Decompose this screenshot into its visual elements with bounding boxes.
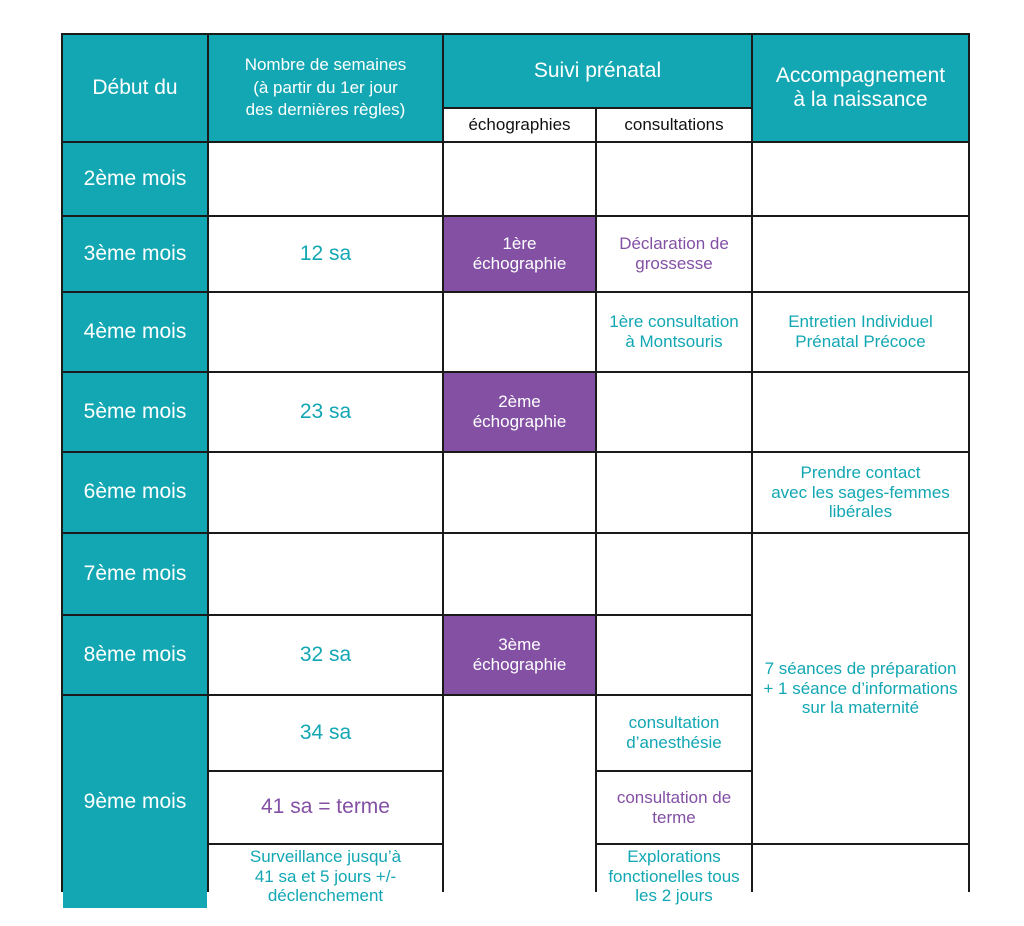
month-label: 3ème mois xyxy=(63,217,207,291)
consult-cell-explorations: Explorations fonctionelles tous les 2 jours xyxy=(597,845,751,908)
accomp-cell: Entretien Individuel Prénatal Précoce xyxy=(753,293,968,371)
accomp-cell xyxy=(753,217,968,291)
month-label: 2ème mois xyxy=(63,143,207,215)
weeks-cell xyxy=(209,143,442,215)
accomp-cell xyxy=(753,373,968,451)
consult-cell-anesthesie: consultation d’anesthésie xyxy=(597,696,751,770)
header-debut-du: Début du xyxy=(63,35,207,141)
echo-cell xyxy=(444,696,595,908)
echo-cell xyxy=(444,293,595,371)
accomp-cell xyxy=(753,845,968,908)
consult-cell xyxy=(597,534,751,614)
weeks-cell-term: 41 sa = terme xyxy=(209,772,442,843)
consult-cell xyxy=(597,453,751,532)
echo-cell xyxy=(444,453,595,532)
echo-cell xyxy=(444,534,595,614)
consult-cell-terme: consultation de terme xyxy=(597,772,751,843)
preparation-cell: 7 séances de préparation + 1 séance d’informations sur la maternité xyxy=(753,534,968,843)
prenatal-schedule-table xyxy=(61,33,970,906)
month-label: 9ème mois xyxy=(63,696,207,908)
accomp-cell xyxy=(753,143,968,215)
accomp-cell: Prendre contact avec les sages-femmes libérales xyxy=(753,453,968,532)
month-label: 5ème mois xyxy=(63,373,207,451)
weeks-cell xyxy=(209,534,442,614)
echo-cell-highlight: 2ème échographie xyxy=(444,373,595,451)
weeks-cell xyxy=(209,453,442,532)
month-label: 6ème mois xyxy=(63,453,207,532)
header-echographies: échographies xyxy=(444,109,595,141)
header-accompagnement: Accompagnement à la naissance xyxy=(753,35,968,141)
weeks-cell: 12 sa xyxy=(209,217,442,291)
weeks-cell: 34 sa xyxy=(209,696,442,770)
echo-cell-highlight: 3ème échographie xyxy=(444,616,595,694)
echo-cell xyxy=(444,143,595,215)
weeks-cell-surveillance: Surveillance jusqu’à 41 sa et 5 jours +/- déclenchement xyxy=(209,845,442,908)
echo-cell-highlight: 1ère échographie xyxy=(444,217,595,291)
weeks-cell xyxy=(209,293,442,371)
header-nombre-semaines: Nombre de semaines (à partir du 1er jour des dernières règles) xyxy=(209,35,442,141)
header-suivi-prenatal: Suivi prénatal xyxy=(444,35,751,107)
consult-cell: 1ère consultation à Montsouris xyxy=(597,293,751,371)
consult-cell xyxy=(597,143,751,215)
month-label: 7ème mois xyxy=(63,534,207,614)
weeks-cell: 32 sa xyxy=(209,616,442,694)
weeks-cell: 23 sa xyxy=(209,373,442,451)
consult-cell xyxy=(597,373,751,451)
header-consultations: consultations xyxy=(597,109,751,141)
consult-cell xyxy=(597,616,751,694)
month-label: 4ème mois xyxy=(63,293,207,371)
month-label: 8ème mois xyxy=(63,616,207,694)
consult-cell: Déclaration de grossesse xyxy=(597,217,751,291)
